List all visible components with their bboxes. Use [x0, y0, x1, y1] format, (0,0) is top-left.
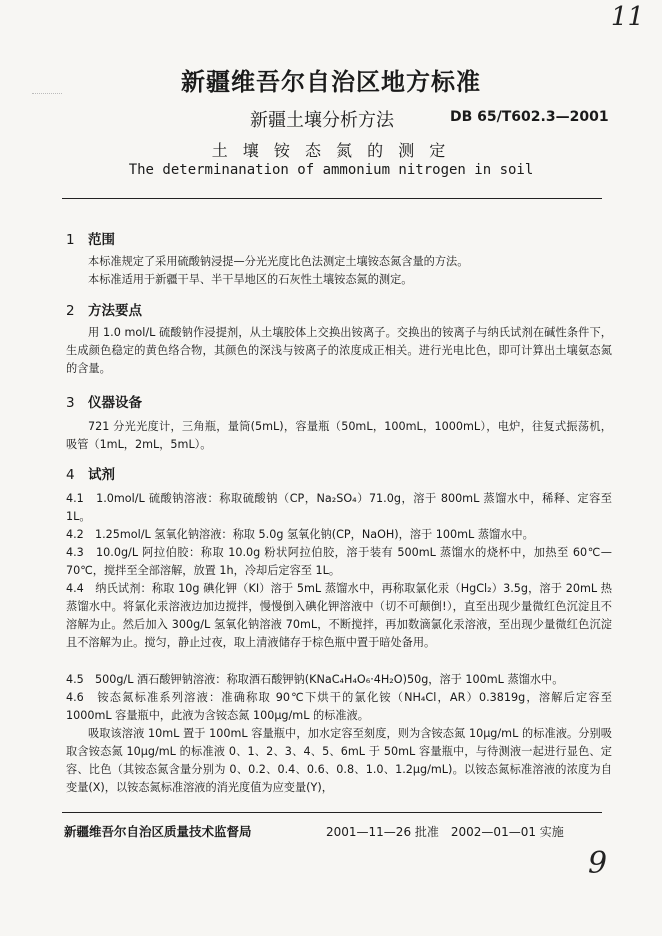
section-4-heading: [66, 463, 115, 483]
section-2-para-1: 用 1.0 mol/L 硫酸钠作浸提剂，从土壤胶体上交换出铵离子。交换出的铵离子与纳氏试剂在碱性条件下，生成颜色稳定的黄色络合物，其颜色的深浅与铵离子的浓度成正相关。进行光电比色，即可计算出土壤氨态氮的含量。: [66, 326, 612, 375]
standard-series-para: 吸取该溶液 10mL 置于 100mL 容量瓶中，加水定容至刻度，则为含铵态氮 10μg/mL 的标准液。分别吸取含铵态氮 10μg/mL 的标准液 0、1、2、3、4、5、6mL 于 50mL 容量瓶中，与待测液一起进行显色、定容、比色（其铵态氮含量分别为 0、0.2、0.4、0.6、0.8、1.0、1.2μg/mL)。以铵态氮标准溶液的浓度为自变量(X)，以铵态氮标准溶液的消光度值为应变量(Y)，: [66, 727, 612, 794]
english-heading: The determinanation of ammonium nitrogen in soil: [128, 162, 534, 178]
section-title: 试剂: [88, 467, 115, 483]
footer-dates: 2001—11—26 批准 2002—01—01 实施: [326, 825, 564, 839]
reagent-4-1: 4.1 1.0mol/L 硫酸钠溶液：称取硫酸钠（CP，Na₂SO₄）71.0g，溶于 800mL 蒸馏水中，稀释、定容至 1L。: [66, 492, 612, 523]
section-1-para-2: 本标准适用于新疆干旱、半干旱地区的石灰性土壤铵态氮的测定。: [88, 273, 413, 286]
section-number: 2: [66, 303, 75, 319]
section-title: 仪器设备: [88, 395, 142, 411]
reagent-4-5: 4.5 500g/L 酒石酸钾钠溶液：称取酒石酸钾钠(KNaC₄H₄O₆·4H₂O)50g，溶于 100mL 蒸馏水中。: [66, 673, 564, 686]
section-3-para-1: 721 分光光度计，三角瓶，量筒(5mL)，容量瓶（50mL，100mL，1000mL），电炉，往复式振荡机，吸管（1mL，2mL，5mL）。: [66, 420, 612, 451]
subtitle-row: [0, 106, 662, 132]
section-number: 1: [66, 232, 75, 248]
section-title: 方法要点: [88, 303, 142, 319]
reagent-4-4: 4.4 纳氏试剂：称取 10g 碘化钾（KI）溶于 5mL 蒸馏水中，再称取氯化汞（HgCl₂）3.5g，溶于 20mL 热蒸馏水中。将氯化汞溶液边加边搅拌，慢慢倒入碘化钾溶液中（切不可颠倒!），直至出现少量微红色沉淀且不溶解为止。然后加入 300g/L 氢氧化钠溶液 70mL，不断搅拌，再加数滴氯化汞溶液，至出现少量微红色沉淀且不溶解为止。搅匀，静止过夜，取上清液储存于棕色瓶中置于暗处备用。: [66, 582, 612, 649]
section-title: 范围: [88, 232, 115, 248]
sub-title: 新疆土壤分析方法: [250, 110, 394, 131]
handwritten-page-number: 9: [588, 846, 608, 881]
top-rule: [62, 198, 602, 199]
standard-code: DB 65/T602.3—2001: [450, 109, 609, 125]
chinese-heading: 土 壤 铵 态 氮 的 测 定: [211, 141, 451, 160]
section-1-para-1: 本标准规定了采用硫酸钠浸提—分光光度比色法测定土壤铵态氮含量的方法。: [88, 255, 469, 268]
section-2-heading: [66, 299, 142, 319]
reagent-4-2: 4.2 1.25mol/L 氢氧化钠溶液：称取 5.0g 氢氧化钠(CP，NaOH)，溶于 100mL 蒸馏水中。: [66, 528, 534, 541]
bottom-rule: [62, 812, 602, 813]
reagent-4-6: 4.6 铵态氮标准系列溶液：准确称取 90℃下烘干的氯化铵（NH₄Cl，AR）0.3819g，溶解后定容至 1000mL 容量瓶中，此液为含铵态氮 100μg/mL 的标准液。: [66, 691, 612, 722]
main-title: 新疆维吾尔自治区地方标准: [181, 68, 481, 96]
reagent-4-3: 4.3 10.0g/L 阿拉伯胶：称取 10.0g 粉状阿拉伯胶，溶于装有 500mL 蒸馏水的烧杯中，加热至 60℃—70℃，搅拌至全部溶解，放置 1h，冷却后定容至 1L。: [66, 546, 612, 577]
footer-issuer: 新疆维吾尔自治区质量技术监督局: [64, 824, 252, 839]
section-number: 3: [66, 395, 75, 411]
section-3-heading: [66, 391, 142, 411]
handwritten-corner-mark: 11: [610, 2, 644, 32]
section-number: 4: [66, 467, 75, 483]
section-1-heading: [66, 228, 115, 248]
